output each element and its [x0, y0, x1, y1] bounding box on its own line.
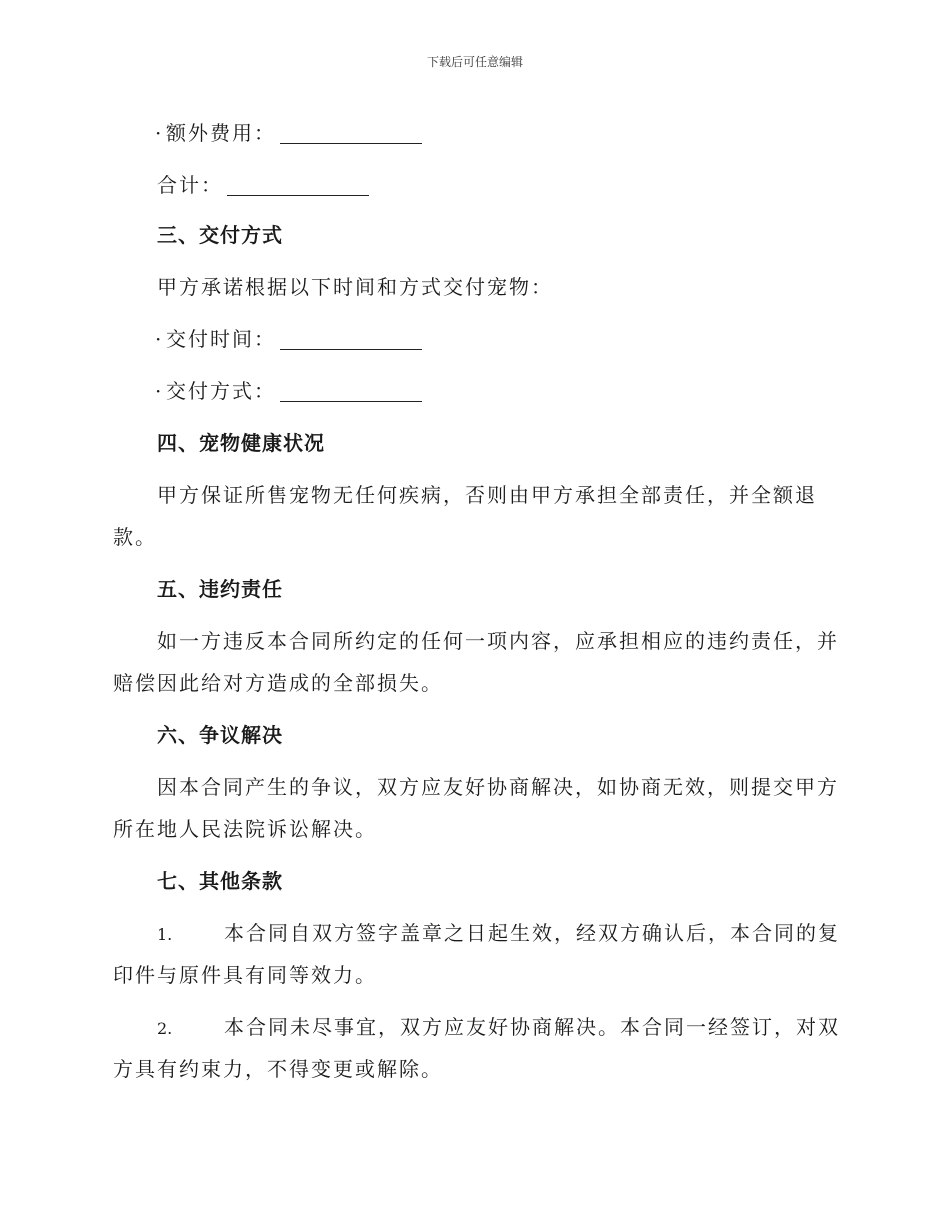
- bullet: ·: [155, 327, 164, 351]
- delivery-time-line: [155, 323, 422, 352]
- clause-1-line-2: 印件与原件具有同等效力。: [113, 963, 377, 987]
- bullet: ·: [155, 379, 164, 403]
- section-4-line-2: 款。: [113, 525, 157, 549]
- total-label: 合计：: [157, 173, 223, 197]
- clause-1-line-1: [157, 917, 840, 946]
- section-3-intro: 甲方承诺根据以下时间和方式交付宠物：: [157, 275, 553, 299]
- clause-1-number: 1.: [157, 925, 173, 944]
- section-6-title: 六、争议解决: [157, 723, 283, 747]
- section-3-title: 三、交付方式: [157, 223, 283, 247]
- section-6-line-1: 因本合同产生的争议，双方应友好协商解决，如协商无效，则提交甲方: [157, 775, 839, 799]
- fee-blank[interactable]: [280, 123, 422, 144]
- section-5-line-1: 如一方违反本合同所约定的任何一项内容，应承担相应的违约责任，并: [157, 629, 839, 653]
- clause-1-text: 本合同自双方签字盖章之日起生效，经双方确认后，本合同的复: [224, 921, 840, 945]
- section-5-title: 五、违约责任: [157, 577, 283, 601]
- section-5-line-2: 赔偿因此给对方造成的全部损失。: [113, 671, 443, 695]
- total-blank[interactable]: [227, 175, 369, 196]
- delivery-method-line: [155, 375, 422, 404]
- total-line: [157, 169, 369, 198]
- page-header: 下载后可任意编辑: [426, 55, 523, 69]
- section-7-title: 七、其他条款: [157, 869, 283, 893]
- delivery-method-label: 交付方式：: [166, 379, 276, 403]
- clause-2-line-2: 方具有约束力，不得变更或解除。: [113, 1057, 443, 1081]
- clause-2-number: 2.: [157, 1019, 173, 1038]
- fee-line: [155, 117, 422, 146]
- clause-2-line-1: [157, 1011, 840, 1040]
- bullet: ·: [155, 121, 164, 145]
- clause-2-text: 本合同未尽事宜，双方应友好协商解决。本合同一经签订，对双: [224, 1015, 840, 1039]
- section-6-line-2: 所在地人民法院诉讼解决。: [113, 817, 377, 841]
- delivery-time-blank[interactable]: [280, 329, 422, 350]
- section-4-title: 四、宠物健康状况: [157, 431, 325, 455]
- section-4-line-1: 甲方保证所售宠物无任何疾病，否则由甲方承担全部责任，并全额退: [157, 483, 817, 507]
- delivery-method-blank[interactable]: [280, 381, 422, 402]
- delivery-time-label: 交付时间：: [166, 327, 276, 351]
- fee-label: 额外费用：: [166, 121, 276, 145]
